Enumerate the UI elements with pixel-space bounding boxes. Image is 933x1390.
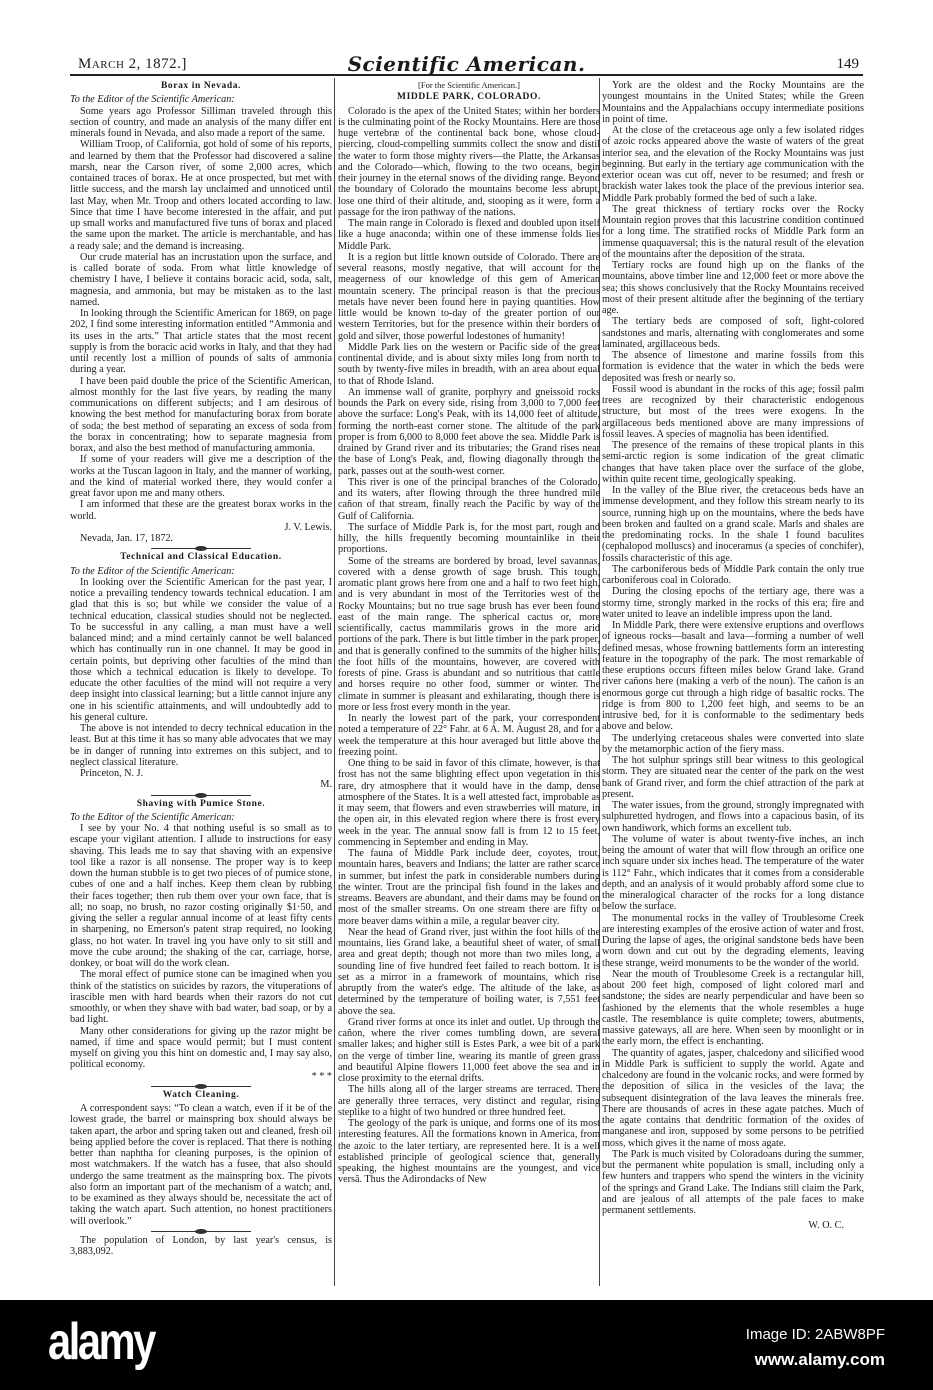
paragraph: The carboniferous beds of Middle Park contain the only true carboniferous coal in Colorado. xyxy=(602,563,864,586)
paragraph: In looking through the Scientific American for 1869, on page 202, I find some interesting information entitled “Ammonia and its uses in the arts.” That article states that the most recent supply is from the boracic acid works in Italy, and that they had until recently lost a million of pounds of salts of ammonia during a year. xyxy=(70,308,332,376)
paragraph: An immense wall of granite, porphyry and gneissoid rocks bounds the Park on every side, rising from 3,000 to 7,000 feet above the surface: Long's Peak, with its 14,000 feet of altitude, forming the north-east corner stone. The altitude of the park proper is from 6,000 to 8,000 feet above the sea. Middle Park is drained by Grand river and its tributaries; the Grand rises near the base of Long's Peak, and, flowing diagonally through the park, passes out at the south-west corner. xyxy=(338,386,600,477)
signature: M. xyxy=(320,779,332,791)
paragraph: The great thickness of tertiary rocks over the Rocky Mountain region proves that this lacustrine condition continued for a long time. The stratified rocks of Middle Park form an immense quaquaversal; this is the natural result of the elevation of the mountains after the deposition of the strata. xyxy=(602,203,864,260)
paragraph: Near the mouth of Troublesome Creek is a rectangular hill, about 200 feet high, composed of light colored marl and sandstone; the sides are nearly perpendicular and have been so fashioned by the elements that the whole resembles a huge castle. The resemblance is quite complete; towers, abutments, massive gateways, all are here. When seen by moonlight or in the early morn, the effect is enchanting. xyxy=(602,968,864,1048)
paragraph: I see by your No. 4 that nothing useful is so small as to escape your vigilant attention. I allude to instructions for easy shaving. This leads me to say that shaving with an expensive tool like a razor is all nonsense. The proper way is to keep down the human stubble is to get two pieces of of pumice stone, cubes of one and a half inches. Keep them clean by rubbing their faces together; then rub them over your own face, that is all; no soap, no brush, no razor costing originally $1·50, and giving the seller a regular annual income of at least fifty cents in sharpening, no Emerson's patent strap required, no looking glass, no hot water. In travel ing you have only to sit still and move the cube around; the shaking of the car, carriage, horse, donkey, or boat will do the work clean. xyxy=(70,823,332,969)
signature: J. V. Lewis. xyxy=(284,521,332,533)
separator-ornament xyxy=(151,1086,251,1087)
paragraph: It is a region but little known outside of Colorado. There are several reasons, mostly negative, that will account for the meagerness of our knowledge of this gem of American mountain scenery. The principal reason is that the precious metals have never been found here in paying quantities. How little would be known to-day of the greater portion of our western Territories, but for the presence within their borders of gold and silver, those powerful lodestones of humanity! xyxy=(338,251,600,342)
to-editor: To the Editor of the Scientific American: xyxy=(70,811,235,823)
masthead: Scientific American. xyxy=(347,52,586,76)
signature: * * * xyxy=(311,1070,332,1082)
education-body xyxy=(70,577,332,768)
website-url: www.alamy.com xyxy=(754,1350,885,1369)
paragraph: Middle Park lies on the western or Pacific side of the great continental divide, and is about sixty miles long from north to south by twenty-five miles in breadth, with an area about equal to that of Rhode Island. xyxy=(338,341,600,387)
article-title-borax: Borax in Nevada. xyxy=(160,81,242,91)
to-editor: To the Editor of the Scientific American: xyxy=(70,565,235,577)
paragraph: In nearly the lowest part of the park, your correspondent noted a temperature of 22° Fahr. at 6 A. M. August 28, and for a week the temperature at this hour averaged but little above the freezing point. xyxy=(338,713,600,758)
column-2 xyxy=(338,80,600,1186)
paragraph: Grand river forms at once its inlet and outlet. Up through the cañon, where the river comes tumbling down, are several smaller lakes; and higher still is Estes Park, a wee bit of a park on the verge of timber line, wearing its mantle of green grass and beautiful Alpine flowers 11,000 feet above the sea and in close proximity to the eternal drifts. xyxy=(338,1016,600,1084)
alamy-logo: alamy xyxy=(48,1313,154,1371)
article-title-middle-park: MIDDLE PARK, COLORADO. xyxy=(397,92,541,103)
paragraph: The water issues, from the ground, strongly impregnated with sulphuretted hydrogen, and flows into a capacious basin, of its own handiwork, which forms an excellent tub. xyxy=(602,800,864,834)
paragraph: The underlying cretaceous shales were converted into slate by the metamorphic action of the fiery mass. xyxy=(602,732,864,755)
paragraph: I am informed that these are the greatest borax works in the world. xyxy=(70,499,332,522)
paragraph: This river is one of the principal branches of the Colorado, and its waters, after flowing through the three hundred mile cañon of that stream, finally reach the Pacific by way of the Gulf of California. xyxy=(338,476,600,522)
paragraph: Some years ago Professor Silliman traveled through this section of country, and made an analysis of the many differ ent minerals found in Nevada, and also made a report of the same. xyxy=(70,105,332,139)
separator-ornament xyxy=(151,1231,251,1232)
page-number: 149 xyxy=(836,56,859,72)
paragraph: The hot sulphur springs still bear witness to this geological storm. They are situated near the center of the park on the west bank of Grand river, and form the chief attraction of the park at present. xyxy=(602,755,864,800)
paragraph: The tertiary beds are composed of soft, light-colored sandstones and marls, alternating with conglomerates and some laminated, argillaceous beds. xyxy=(602,316,864,350)
paragraph: The fauna of Middle Park include deer, coyotes, trout, mountain hares, beavers and Indians; the latter are rather scarce in summer, but infest the park in considerable numbers during the winter. Trout are the principal fish found in the lakes and streams. Beavers are abundant, and their dams may be found on most of the smaller streams. On one stream there are fifty or more beaver dams within a mile, a regular beaver city. xyxy=(338,848,600,927)
paragraph: The main range in Colorado is flexed and doubled upon itself like a huge anaconda; within one of these immense folds lies Middle Park. xyxy=(338,218,600,252)
paragraph: At the close of the cretaceous age only a few isolated ridges of azoic rocks appeared above the waste of waters of the great interior sea, and the elevation of the Rocky Mountains was just beginning. But early in the tertiary age communication with the exterior ocean was cut off, never to be resumed; and fresh or brackish water lakes took the place of the previous interior sea. Middle Park probably formed the bed of such a lake. xyxy=(602,125,864,204)
paragraph: The Park is much visited by Coloradoans during the summer, but the permanent white population is small, including only a few hunters and trappers who spend the winters in the vicinity of the springs and Grand Lake. The Indians still claim the Park, and are jealous of all attempts of the pale faces to make permanent settlements. xyxy=(602,1148,864,1216)
paragraph: The moral effect of pumice stone can be imagined when you think of the statistics on suicides by razors, the vituperations of irascible men with hard beards when their razors do not cut smoothly, or when they shave with bad water, bad soap, or by a bad light. xyxy=(70,969,332,1026)
page-header xyxy=(70,52,863,76)
separator-ornament xyxy=(151,548,251,549)
paragraph: In Middle Park, there were extensive eruptions and overflows of igneous rocks—basalt and lava—forming a number of well defined mesas, whose frowning battlements form an interesting feature in the topography of the park. The most remarkable of these eruptions occurs fifteen miles below Grand lake. Grand river cañons here (making a verb of the noun). The cañon is an enormous gorge cut through a high ridge of basaltic rocks. The ridge is from 800 to 1,200 feet high, and seems to be an intrusive bed, for it is conformable to the sedimentary beds above and below. xyxy=(602,620,864,733)
paragraph: A correspondent says: “To clean a watch, even if it be of the lowest grade, the barrel or mainspring box should always be taken apart, the arbor and spring taken out and cleaned, fresh oil being applied before the cover is replaced. That there is nothing better than naphtha for cleaning purposes, is the opinion of most watchmakers. If the watch has a fusee, that also should undergo the same treatment as the mainspring box. The pivots also form an important part of the mechanism of a watch; and, to be examined as they always should be, necessitate the act of taking the watch apart. Such attention, no honest practitioners will overlook.” xyxy=(70,1103,332,1227)
paragraph: The surface of Middle Park is, for the most part, rough and hilly, the hills frequently becoming mountainlike in their proportions. xyxy=(338,521,600,556)
paragraph: The absence of limestone and marine fossils from this formation is evidence that the water in which the beds were deposited was fresh or nearly so. xyxy=(602,350,864,384)
paragraph: Tertiary rocks are found high up on the flanks of the mountains, above timber line and 12,000 feet or more above the sea; this shows conclusively that the Rocky Mountains received most of their present altitude after the beginning of the tertiary age. xyxy=(602,260,864,316)
paragraph: Our crude material has an incrustation upon the surface, and is called borate of soda. From what little knowledge of chemistry I have, I believe it contains boracic acid, soda, salt, magnesia, and ammonia, but may be mistaken as to the last named. xyxy=(70,251,332,308)
paragraph: Many other considerations for giving up the razor might be named, if time and space would permit; but I must content myself on giving you this hint on domestic and, I may say also, political economy. xyxy=(70,1025,332,1071)
byline: [For the Scientific American.] xyxy=(418,80,520,90)
paragraph: I have been paid double the price of the Scientific American, almost monthly for the last five years, by reading the many communications on different subjects; and I am desirous of knowing the best method for manufacturing borax from borate of soda; the best method of separating an excess of soda from the borax in concentrating; how to separate magnesia from borax, and also the best method of manufacturing ammonia. xyxy=(70,375,332,454)
column-divider xyxy=(334,78,335,1286)
watermark-banner xyxy=(0,1300,933,1390)
signature: W. O. C. xyxy=(808,1220,844,1232)
paragraph: Some of the streams are bordered by broad, level savannas, covered with a dense growth of sage brush. This tough, aromatic plant grows here from one and a half to two feet high, and is very abundant in most of the Territories west of the Rocky Mountains; but no true sage brush has ever been found east of the main range. The spherical cactus or, more scientifically, cactus mammilaris grows in the more arid portions of the park. There is but little timber in the park proper, and that is generally confined to the summits of the higher hills; the foot hills of the mountains, however, are covered with forests of pine. Grass is abundant and so nutritious that cattle and horses require no other food, summer or winter. The climate in summer is pleasant and exhilarating, though there is more or less frost every month in the year. xyxy=(338,555,600,713)
paragraph: The volume of water is about twenty-five inches, an inch being the amount of water that will flow through an orifice one inch square under six inches head. The temperature of the water is 112° Fahr., which indicates that it comes from a considerable depth, and an analysis of it would probably afford some clue to the mineralogical character of the rocks for a long distance below the surface. xyxy=(602,833,864,913)
column-3 xyxy=(602,80,864,1232)
paragraph: The hills along all of the larger streams are terraced. There are generally three terraces, very distinct and regular, rising steplike to a hight of two hundred or three hundred feet. xyxy=(338,1084,600,1118)
image-id: Image ID: 2ABW8PF xyxy=(745,1326,885,1343)
borax-body xyxy=(70,106,332,522)
paragraph: William Troop, of California, got hold of some of his reports, and learned by them that the Professor had discovered a saline marsh, near the Carson river, of some 2,000 acres, which contained traces of borax. He at once prospected, but met with little success, and the marsh lay unclaimed and unnoticed until last May, when Mr. Troop and others located according to law. Since that time I have become interested in the affair, and put up small works and manufactured five tuns of borax and placed the same upon the market. The article is merchantable, and has a ready sale; and the demand is increasing. xyxy=(70,139,332,252)
paragraph: York are the oldest and the Rocky Mountains are the youngest mountains in the United States; while the Green Mountains and the Appalachians occupy intermediate positions in point of time. xyxy=(602,80,864,125)
column-1 xyxy=(70,80,332,1257)
middle-park-body xyxy=(338,106,600,1186)
article-title-watch: Watch Cleaning. xyxy=(162,1089,240,1100)
paragraph: The presence of the remains of these tropical plants in this semi-arctic region is some indication of the great climatic changes that have taken place over the surface of the globe, within quite recent time, geologically speaking. xyxy=(602,440,864,485)
paragraph: In the valley of the Blue river, the cretaceous beds have an immense development, and they follow this stream nearly to its source, running high up on the mountains, where the beds have been broken and faulted on a grand scale. Marls and shales are the predominating rocks. In the shale I found baculites (cephalopod molluscs) and inoceramus (a species of conchifer), fossils characteristic of this age. xyxy=(602,485,864,564)
paragraph: During the closing epochs of the tertiary age, there was a stormy time, strongly marked in the rocks of this era; fire and water united to leave an indelible impress upon the land. xyxy=(602,586,864,620)
paragraph: Colorado is the apex of the United States; within her borders is the culminating point of the Rocky Mountains. Here are those huge vertebræ of the continental back bone, whose cloud-piercing, cloud-compelling summits collect the snow and distil the water to form those mighty rivers—the Platte, the Arkansas and the Colorado—which, flowing to the two oceans, begin their journey in the eternal snows of the dividing range. Beyond the boundary of Colorado the mountains become less abrupt, lose one third of their altitude, and, stooping as it were, form a passage for the iron pathway of the nations. xyxy=(338,105,600,218)
issue-date: March 2, 1872.] xyxy=(78,56,187,72)
dateline: Princeton, N. J. xyxy=(80,768,144,779)
to-editor: To the Editor of the Scientific American: xyxy=(70,94,235,106)
paragraph: Fossil wood is abundant in the rocks of this age; fossil palm trees are recognized by their characteristic endogenous structure, but most of the trees were exogens. In the argillaceous beds mentioned above are many impressions of fossil leaves. A species of magnolia has been identified. xyxy=(602,383,864,440)
watch-body xyxy=(70,1103,332,1227)
pumice-body xyxy=(70,823,332,1071)
separator-ornament xyxy=(151,795,251,796)
paragraph: The quantity of agates, jasper, chalcedony and silicified wood in Middle Park is sufficient to supply the world. Agate and chalcedony are found in the volcanic rocks, and were formed by the deposition of silica in the vesicles of the lava; the subsequent disintegration of the lava leaves the minerals free. There are thousands of acres in these agate patches. Much of the agate contains that dendritic formation of the oxides of manganese and iron, supposed by some persons to be petrified moss, which gives it the name of moss agate. xyxy=(602,1047,864,1149)
paragraph: The geology of the park is unique, and forms one of its most interesting features. All the formations known in America, from the azoic to the later tertiary, are represented here. It is a well established principle of geological science that, generally speaking, the highest mountains are the youngest, and vice versâ. Thus the Adirondacks of New xyxy=(338,1118,600,1186)
paragraph: Near the head of Grand river, just within the foot hills of the mountains, lies Grand lake, a beautiful sheet of water, of small area and great depth; though not more than two miles long, a sounding line of five hundred feet failed to reach bottom. It is set as a mirror in a framework of mountains, which rise abruptly from the water's edge. The altitude of the lake, as determined by the temperature of boiling water, is 7,551 feet above the sea. xyxy=(338,926,600,1017)
paragraph: In looking over the Scientific American for the past year, I notice a prevailing tendency towards technical education. I am glad that this is so; but while we consider the value of a technical education, classical studies should not be neglected. To be successful in any calling, a man must have a well balanced mind; and a mind certainly cannot be well balanced which has continually run in one channel. It may be good in certain points, but depriving other faculties of the mind than those which a technical education is likely to develope. To educate the other faculties of the mind will not require a very deep insight into classical learning; but a little cannot injure any one in his scientific attainments, and will undoubtedly add to his general culture. xyxy=(70,576,332,723)
middle-park-continued xyxy=(602,80,864,1216)
article-title-pumice: Shaving with Pumice Stone. xyxy=(136,798,266,809)
london-population-note: The population of London, by last year's census, is 3,883,092. xyxy=(70,1234,332,1257)
dateline: Nevada, Jan. 17, 1872. xyxy=(80,533,174,544)
paragraph: The above is not intended to decry technical education in the least. But at this time it has so many able advocates that we may be in danger of running into extremes on this subject, and to neglect classical literature. xyxy=(70,723,332,768)
paragraph: One thing to be said in favor of this climate, however, is that frost has not the same blighting effect upon vegetation in this rare, dry atmosphere that it would have in the damp, dense atmosphere of the States. It is a well attested fact, improbable as it may seem, that flowers and even strawberries will mature, in the open air, in this elevated region where there is frost every week in the year. The annual snow fall is from 12 to 15 feet, commencing in September and ending in May. xyxy=(338,758,600,848)
article-title-education: Technical and Classical Education. xyxy=(120,552,282,563)
paragraph: If some of your readers will give me a description of the works at the Tuscan lagoon in Italy, and the manner of working, and the kind of material worked there, they would confer a great favor upon me and many others. xyxy=(70,454,332,499)
paragraph: The monumental rocks in the valley of Troublesome Creek are interesting examples of the erosive action of water and frost. During the lapse of ages, the original sandstone beds have been worn down and cut out by the degrading elements, leaving these strange, weird monuments to be the wonder of the world. xyxy=(602,912,864,969)
